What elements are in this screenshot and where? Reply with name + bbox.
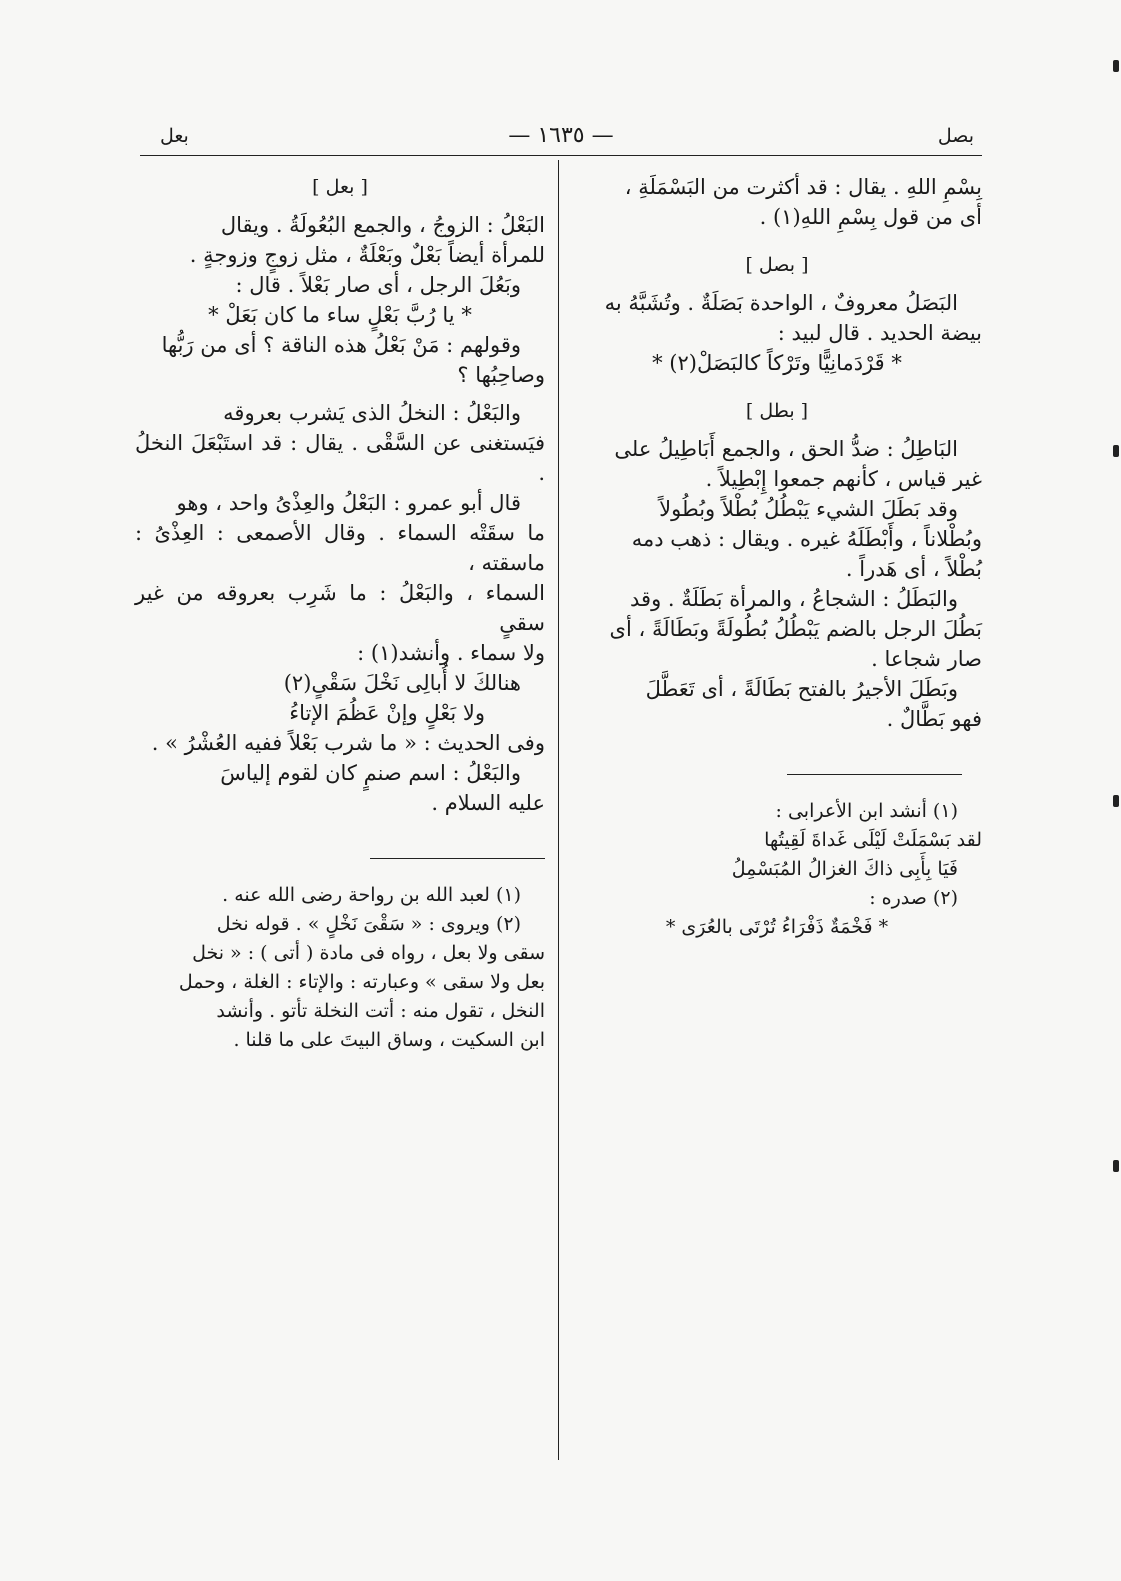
scan-edge-mark <box>1113 1160 1119 1172</box>
page-number: — ١٦٣٥ — <box>508 123 614 148</box>
entry-line: البَعْلُ : الزوجُ ، والجمع البُعُولَةُ . ويقال <box>220 213 545 237</box>
footnote-rule <box>787 774 962 775</box>
verse-line: هنالكَ لا أُبالِى نَخْلَ سَقْىٍ(٢) <box>283 671 521 695</box>
footnote-rule <box>370 858 545 859</box>
entry-line: صار شجاعا . <box>871 647 982 671</box>
entry-line: وفى الحديث : « ما شرب بَعْلاً ففيه العُشْرُ » . <box>151 731 545 755</box>
footnote-verse: فَيَا بِأَبِى ذاكَ الغزالُ المُبَسْمِلُ <box>731 858 958 880</box>
footnote-verse: لقد بَسْمَلَتْ لَيْلَى غَداةَ لَقِيتُها <box>764 829 982 851</box>
verse-line: ولا بَعْلٍ وإنْ عَظُمَ الإتاءُ <box>289 701 485 725</box>
footnote: النخل ، تقول منه : أتت النخلة تأتو . وأنشد <box>216 1000 545 1022</box>
scan-edge-mark <box>1113 60 1119 72</box>
footnote: بعل ولا سقى » وعبارته : والإتاء : الغلة ، وحمل <box>178 971 545 993</box>
entry-heading-batal: [ بطل ] <box>745 400 809 422</box>
entry-line: وقد بَطَلَ الشيء يَبْطُلُ بُطْلاً وبُطُولاً <box>659 497 958 521</box>
entry-line: وقولهم : مَنْ بَعْلُ هذه الناقة ؟ أى من رَبُّها <box>161 333 521 357</box>
entry-line: فهو بَطَّالٌ . <box>886 707 982 731</box>
footnote: ابن السكيت ، وساق البيتَ على ما قلنا . <box>233 1029 545 1051</box>
entry-heading-baal: [ بعل ] <box>312 176 368 198</box>
entry-line: وصاحِبُها ؟ <box>457 363 545 387</box>
entry-line: والبَعْلُ : اسم صنمٍ كان لقوم إلياسَ <box>220 761 521 785</box>
entry-line: بيضة الحديد . قال لبيد : <box>777 321 982 345</box>
scan-edge-mark <box>1113 795 1119 807</box>
entry-line: البَاطِلُ : ضدُّ الحق ، والجمع أَبَاطِيلُ على <box>614 437 958 461</box>
footnote: (١) لعبد الله بن رواحة رضى الله عنه . <box>222 884 521 906</box>
page-header <box>140 123 982 159</box>
footnote: (٢) صدره : <box>869 887 958 909</box>
entry-line: البَصَلُ معروفٌ ، الواحدة بَصَلَةٌ . وتُشَبَّهُ به <box>604 291 958 315</box>
entry-line: أى من قول بِسْمِ اللهِ(١) . <box>759 205 982 229</box>
verse-line: * يا رُبَّ بَعْلٍ ساء ما كان بَعَلْ * <box>208 303 472 327</box>
entry-line: ولا سماء . وأنشد(١) : <box>357 641 545 665</box>
entry-line: السماء ، والبَعْلُ : ما شَرِب بعروقه من غير سقىٍ <box>135 581 545 635</box>
entry-line: قال أبو عمرو : البَعْلُ والعِذْىُ واحد ، وهو <box>176 491 521 515</box>
entry-line: غير قياس ، كأنهم جمعوا إِبْطِيلاً . <box>705 467 982 491</box>
entry-line: وبَطَلَ الأجيرُ بالفتح بَطَالَةً ، أى تَعَطَّلَ <box>645 677 958 701</box>
entry-line: فيَستغنى عن السَّقْى . يقال : قد استَبْعَلَ النخلُ . <box>135 431 545 485</box>
footnote: (١) أنشد ابن الأعرابى : <box>775 800 958 822</box>
entry-line: والبَطَلُ : الشجاعُ ، والمرأة بَطَلَةٌ . وقد <box>630 587 958 611</box>
entry-line: بُطْلاً ، أى هَدراً . <box>845 557 982 581</box>
verse-line: * قَرْدَمانِيًّا وتَرْكاً كالبَصَلْ(٢) * <box>652 351 902 375</box>
entry-line: والبَعْلُ : النخلُ الذى يَشرب بعروقه <box>223 401 521 425</box>
entry-line: عليه السلام . <box>431 791 545 815</box>
right-column <box>572 172 982 942</box>
entry-line: بَطُلَ الرجل بالضم يَبْطُلُ بُطُولَةً وبَطَالَةً ، أى <box>609 617 982 641</box>
header-rule <box>140 155 982 156</box>
column-divider <box>558 160 559 1460</box>
entry-line: ما سقَتْه السماء . وقال الأصمعى : العِذْىُ : ماسقته ، <box>135 521 545 575</box>
entry-heading-basal: [ بصل ] <box>745 254 809 276</box>
entry-line: للمرأة أيضاً بَعْلٌ وبَعْلَةٌ ، مثل زوجٍ وزوجةٍ . <box>189 243 545 267</box>
running-head-left: بعل <box>160 125 189 147</box>
footnote: سقى ولا بعل ، رواه فى مادة ( أتى ) : « نخل <box>192 942 545 964</box>
running-head-right: بصل <box>937 125 974 147</box>
footnote-verse: * فَخْمَةٌ ذَفْرَاءُ تُرْتَى بالعُرَى * <box>665 916 889 938</box>
left-column <box>135 172 545 1055</box>
entry-line: وبُطْلاناً ، وأَبْطَلَهُ غيره . ويقال : ذهب دمه <box>631 527 982 551</box>
scan-edge-mark <box>1113 445 1119 457</box>
entry-line: وبَعُلَ الرجل ، أى صار بَعْلاً . قال : <box>235 273 521 297</box>
entry-line: بِسْمِ اللهِ . يقال : قد أكثرت من البَسْمَلَةِ ، <box>624 175 982 199</box>
footnote: (٢) ويروى : « سَقْىَ نَخْلٍ » . قوله نخل <box>216 913 521 935</box>
